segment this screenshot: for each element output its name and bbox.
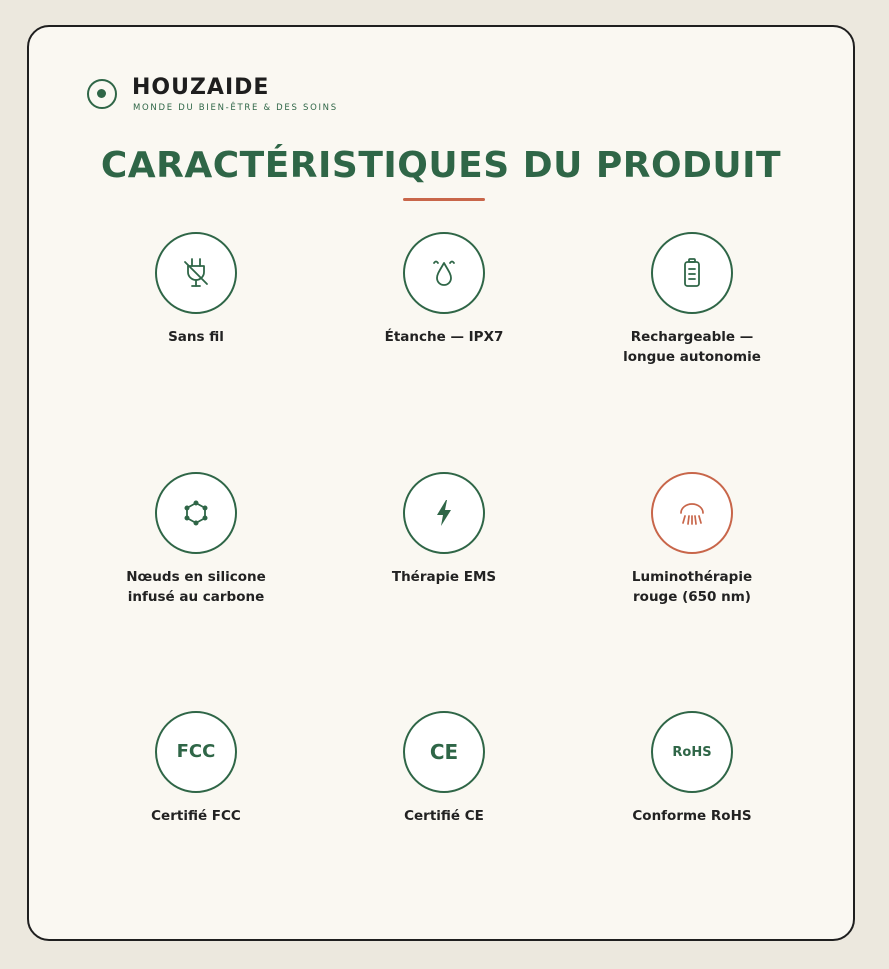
wireless-plug-icon — [155, 232, 237, 314]
rohs-badge-icon — [651, 711, 733, 793]
silicone-node-icon — [155, 472, 237, 554]
fcc-badge-icon — [155, 711, 237, 793]
brand-logo-icon — [87, 79, 117, 109]
rohs-badge-text: RoHS — [672, 744, 712, 760]
feature-label: Nœuds en silicone infusé au carbone — [126, 569, 266, 605]
feature-label: Étanche — IPX7 — [384, 329, 504, 345]
feature-label: Conforme RoHS — [632, 808, 752, 824]
feature-label: Certifié FCC — [151, 808, 241, 824]
title-underline — [403, 198, 485, 201]
water-drop-icon — [403, 232, 485, 314]
page-title: CARACTÉRISTIQUES DU PRODUIT — [100, 145, 782, 186]
lightning-bolt-icon — [403, 472, 485, 554]
brand-name: HOUZAIDE — [132, 75, 270, 100]
feature-label: Rechargeable — longue autonomie — [623, 329, 761, 365]
feature-label: Luminothérapie rouge (650 nm) — [631, 569, 753, 605]
brand-tagline: MONDE DU BIEN-ÊTRE & DES SOINS — [133, 103, 338, 113]
battery-icon — [651, 232, 733, 314]
feature-label: Sans fil — [168, 329, 224, 345]
feature-label: Thérapie EMS — [391, 569, 497, 585]
ce-badge-text: CE — [429, 740, 459, 764]
red-light-icon — [651, 472, 733, 554]
product-features-card — [27, 25, 855, 941]
fcc-badge-text: FCC — [176, 741, 216, 762]
ce-badge-icon — [403, 711, 485, 793]
feature-label: Certifié CE — [404, 808, 484, 824]
